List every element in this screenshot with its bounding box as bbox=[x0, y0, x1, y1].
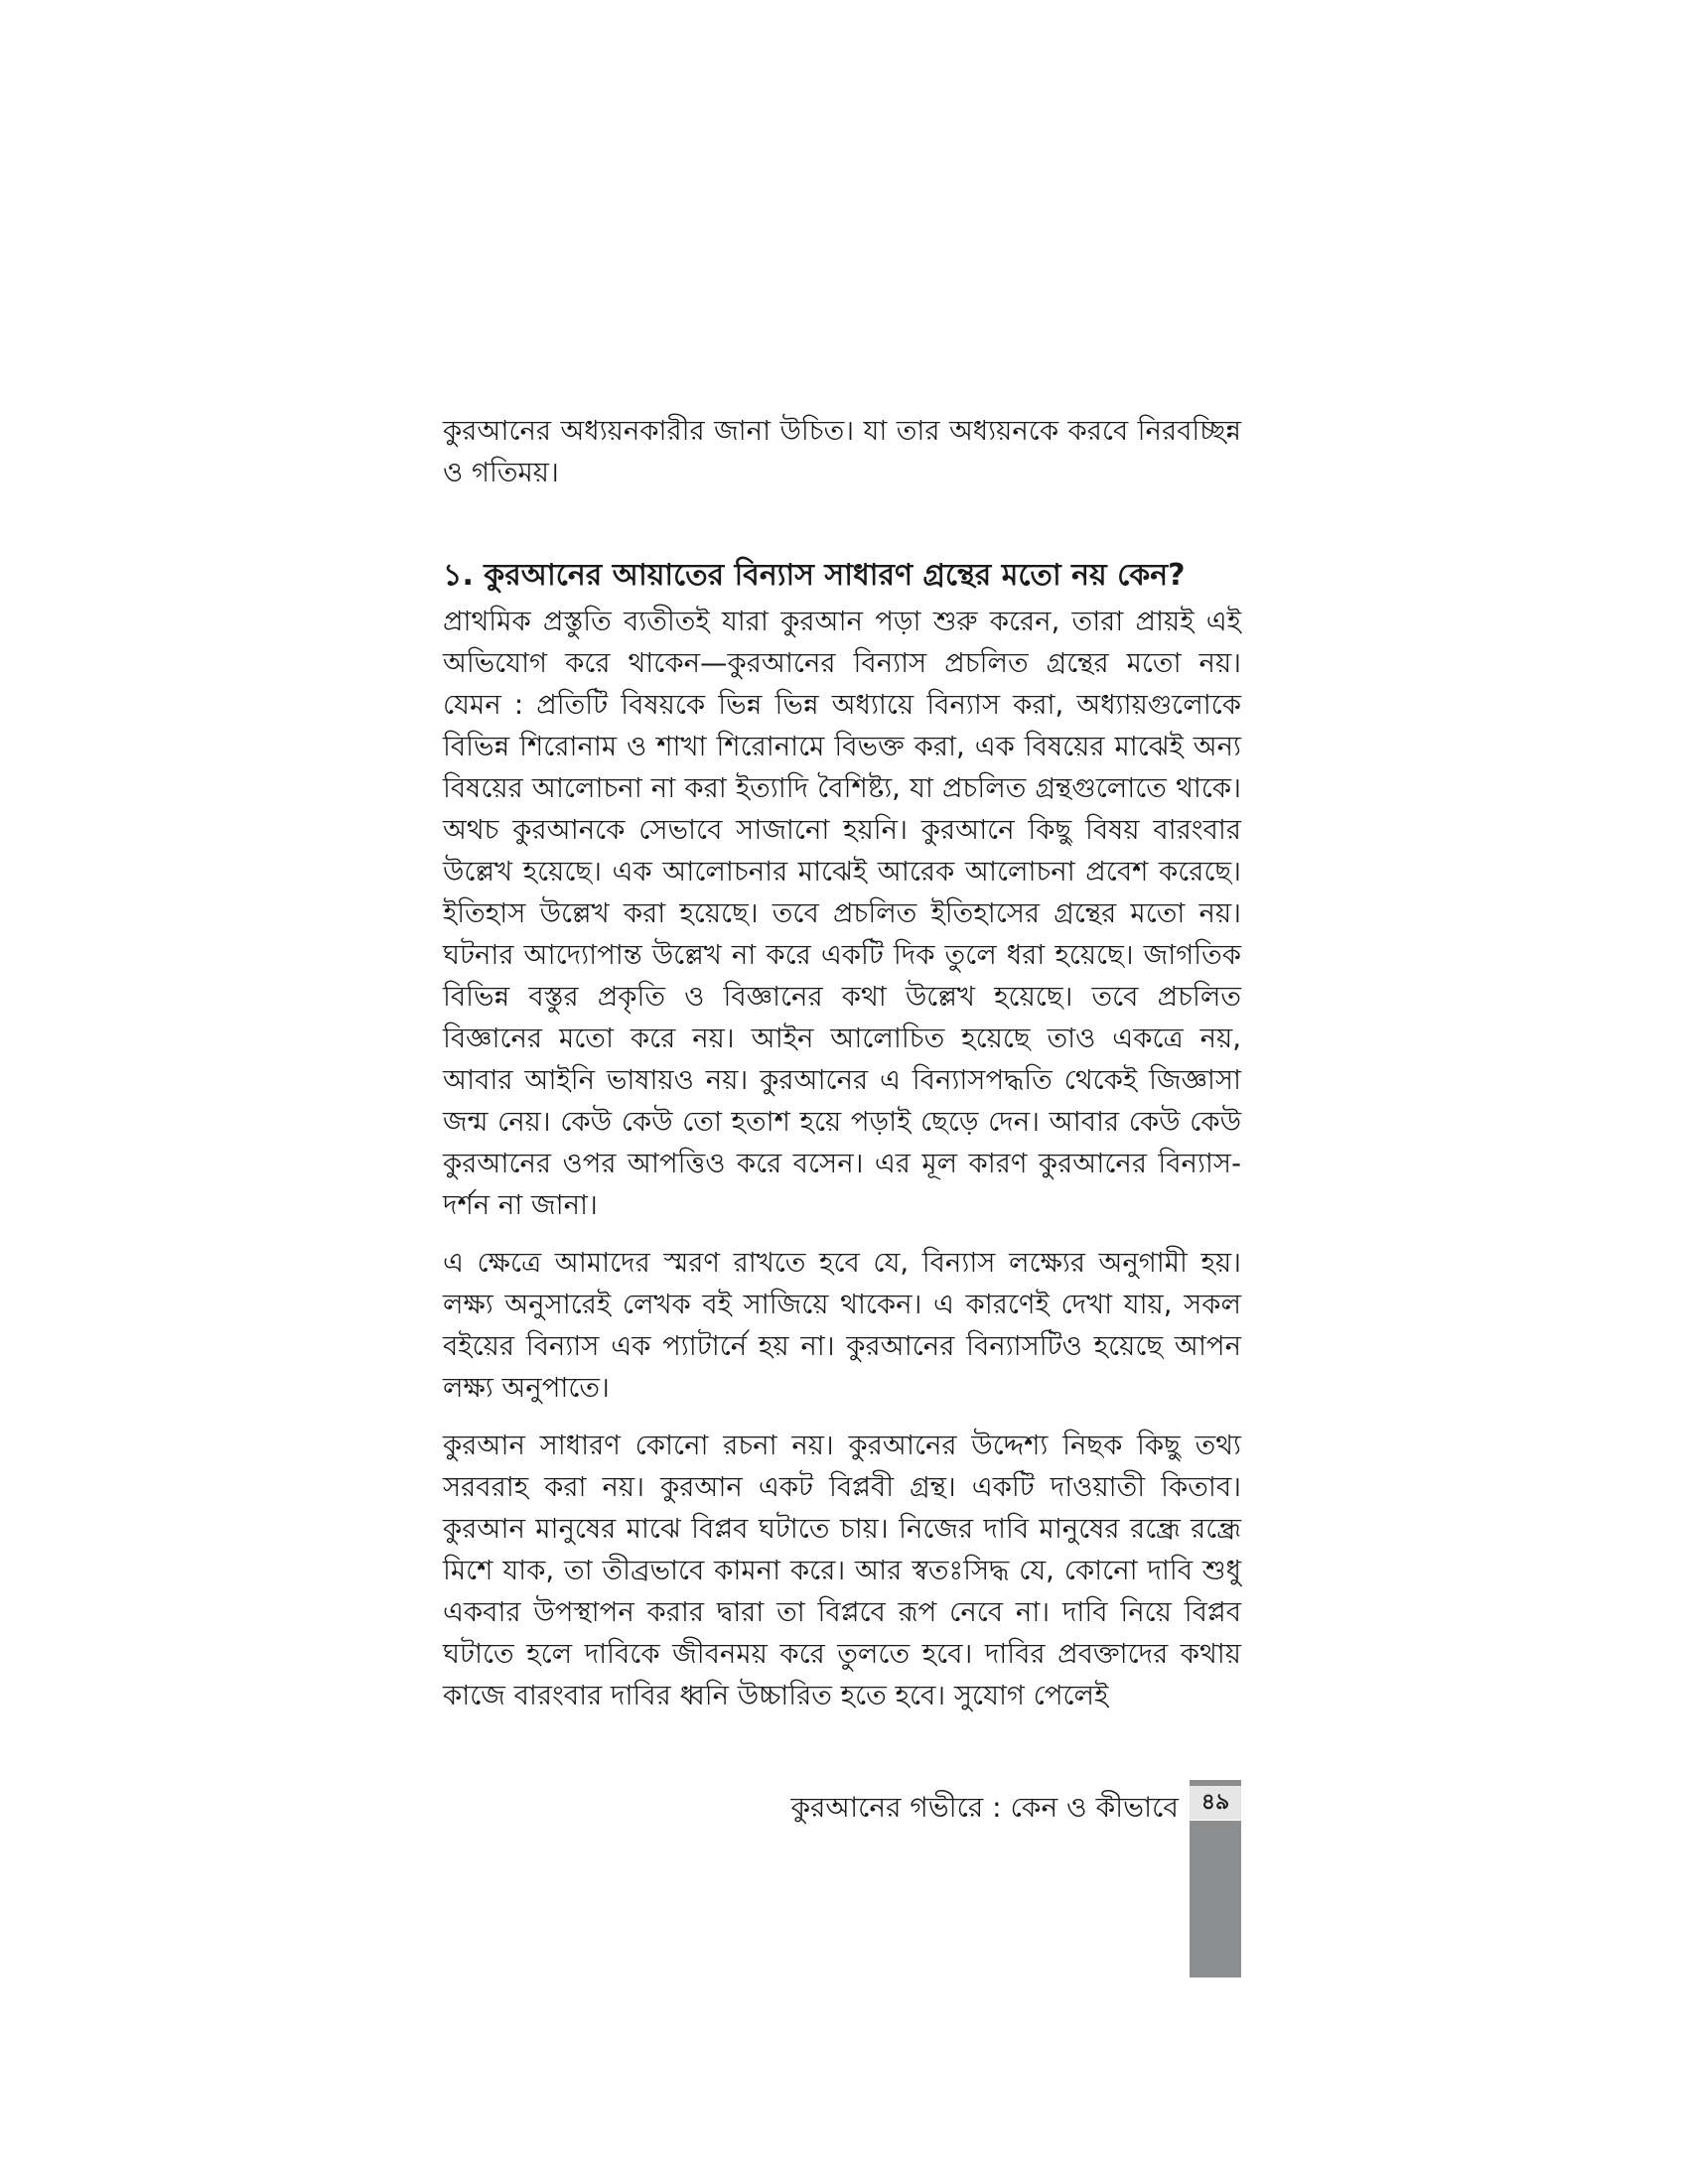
section-heading: ১. কুরআনের আয়াতের বিন্যাস সাধারণ গ্রন্থের মতো নয় কেন? bbox=[443, 558, 1186, 593]
page-edge-tab bbox=[1190, 1821, 1241, 1978]
intro-paragraph: কুরআনের অধ্যয়নকারীর জানা উচিত। যা তার অধ্যয়নকে করবে নিরবচ্ছিন্ন ও গতিময়। bbox=[443, 415, 1241, 488]
paragraph-2: এ ক্ষেত্রে আমাদের স্মরণ রাখতে হবে যে, বিন্যাস লক্ষ্যের অনুগামী হয়। লক্ষ্য অনুসারেই লেখক বই সাজিয়ে থাকেন। এ কারণেই দেখা যায়, সকল বইয়ের বিন্যাস এক প্যাটার্নে হয় না। কুরআনের বিন্যাসটিও হয়েছে আপন লক্ষ্য অনুপাতে। bbox=[443, 1247, 1241, 1404]
body-text bbox=[443, 601, 1241, 1732]
page-number: ৪৯ bbox=[1190, 1786, 1241, 1820]
page-footer bbox=[443, 1786, 1241, 1830]
running-footer-title: কুরআনের গভীরে : কেন ও কীভাবে bbox=[790, 1791, 1179, 1824]
paragraph-3: কুরআন সাধারণ কোনো রচনা নয়। কুরআনের উদ্দেশ্য নিছক কিছু তথ্য সরবরাহ করা নয়। কুরআন একট বিপ্লবী গ্রন্থ। একটি দাওয়াতী কিতাব। কুরআন মানুষের মাঝে বিপ্লব ঘটাতে চায়। নিজের দাবি মানুষের রন্ধ্রে রন্ধ্রে মিশে যাক, তা তীব্রভাবে কামনা করে। আর স্বতঃসিদ্ধ যে, কোনো দাবি শুধু একবার উপস্থাপন করার দ্বারা তা বিপ্লবে রূপ নেবে না। দাবি নিয়ে বিপ্লব ঘটাতে হলে দাবিকে জীবনময় করে তুলতে হবে। দাবির প্রবক্তাদের কথায় কাজে বারংবার দাবির ধ্বনি উচ্চারিত হতে হবে। সুযোগ পেলেই bbox=[443, 1430, 1241, 1711]
paragraph-1: প্রাথমিক প্রস্তুতি ব্যতীতই যারা কুরআন পড়া শুরু করেন, তারা প্রায়ই এই অভিযোগ করে থাকেন—কুরআনের বিন্যাস প্রচলিত গ্রন্থের মতো নয়। যেমন : প্রতিটি বিষয়কে ভিন্ন ভিন্ন অধ্যায়ে বিন্যাস করা, অধ্যায়গুলোকে বিভিন্ন শিরোনাম ও শাখা শিরোনামে বিভক্ত করা, এক বিষয়ের মাঝেই অন্য বিষয়ের আলোচনা না করা ইত্যাদি বৈশিষ্ট্য, যা প্রচলিত গ্রন্থগুলোতে থাকে। অথচ কুরআনকে সেভাবে সাজানো হয়নি। কুরআনে কিছু বিষয় বারংবার উল্লেখ হয়েছে। এক আলোচনার মাঝেই আরেক আলোচনা প্রবেশ করেছে। ইতিহাস উল্লেখ করা হয়েছে। তবে প্রচলিত ইতিহাসের গ্রন্থের মতো নয়। ঘটনার আদ্যোপান্ত উল্লেখ না করে একটি দিক তুলে ধরা হয়েছে। জাগতিক বিভিন্ন বস্তুর প্রকৃতি ও বিজ্ঞানের কথা উল্লেখ হয়েছে। তবে প্রচলিত বিজ্ঞানের মতো করে নয়। আইন আলোচিত হয়েছে তাও একত্রে নয়, আবার আইনি ভাষায়ও নয়। কুরআনের এ বিন্যাসপদ্ধতি থেকেই জিজ্ঞাসা জন্ম নেয়। কেউ কেউ তো হতাশ হয়ে পড়াই ছেড়ে দেন। আবার কেউ কেউ কুরআনের ওপর আপত্তিও করে বসেন। এর মূল কারণ কুরআনের বিন্যাস-দর্শন না জানা। bbox=[443, 606, 1241, 1221]
